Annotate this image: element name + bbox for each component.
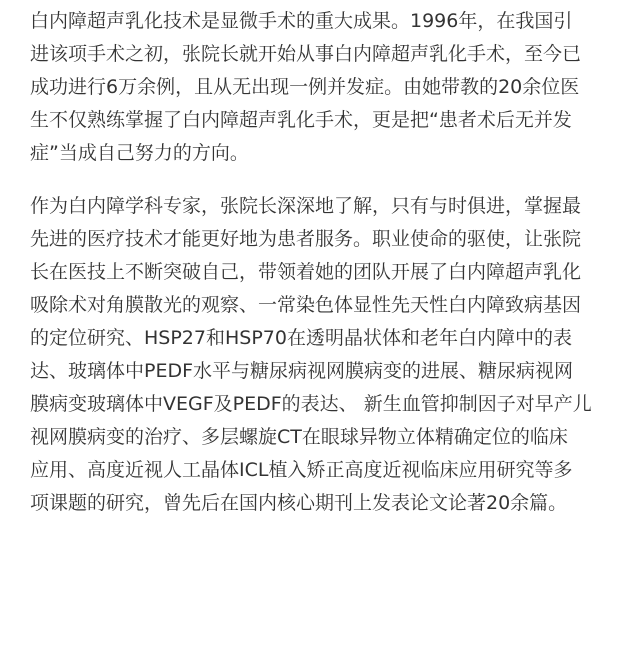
article-body xyxy=(0,5,640,520)
text-line: 进该项手术之初，张院长就开始从事白内障超声乳化手术，至今已 xyxy=(30,43,582,65)
text-line: 视网膜病变的治疗、多层螺旋CT在眼球异物立体精确定位的临床 xyxy=(30,426,568,448)
text-line: 长在医技上不断突破自己，带领着她的团队开展了白内障超声乳化 xyxy=(30,261,582,283)
text-line: 吸除术对角膜散光的观察、一常染色体显性先天性白内障致病基因 xyxy=(30,294,582,316)
text-line: 作为白内障学科专家，张院长深深地了解，只有与时俱进，掌握最 xyxy=(30,195,582,217)
text-line: 白内障超声乳化技术是显微手术的重大成果。1996年，在我国引 xyxy=(30,10,573,32)
text-line: 项课题的研究，曾先后在国内核心期刊上发表论文论著20余篇。 xyxy=(30,492,568,514)
text-line: 症”当成自己努力的方向。 xyxy=(30,142,249,164)
text-line: 达、玻璃体中PEDF水平与糖尿病视网膜病变的进展、糖尿病视网 xyxy=(30,360,574,382)
text-line: 先进的医疗技术才能更好地为患者服务。职业使命的驱使，让张院 xyxy=(30,228,582,250)
text-line: 生不仅熟练掌握了白内障超声乳化手术，更是把“患者术后无并发 xyxy=(30,109,572,131)
paragraph-research-projects xyxy=(30,190,610,520)
paragraph-cataract-surgery xyxy=(30,5,610,170)
text-line: 成功进行6万余例，且从无出现一例并发症。由她带教的20余位医 xyxy=(30,76,580,98)
text-line: 应用、高度近视人工晶体ICL植入矫正高度近视临床应用研究等多 xyxy=(30,459,573,481)
text-line: 的定位研究、HSP27和HSP70在透明晶状体和老年白内障中的表 xyxy=(30,327,572,349)
text-line: 膜病变玻璃体中VEGF及PEDF的表达、 新生血管抑制因子对早产儿 xyxy=(30,393,592,415)
